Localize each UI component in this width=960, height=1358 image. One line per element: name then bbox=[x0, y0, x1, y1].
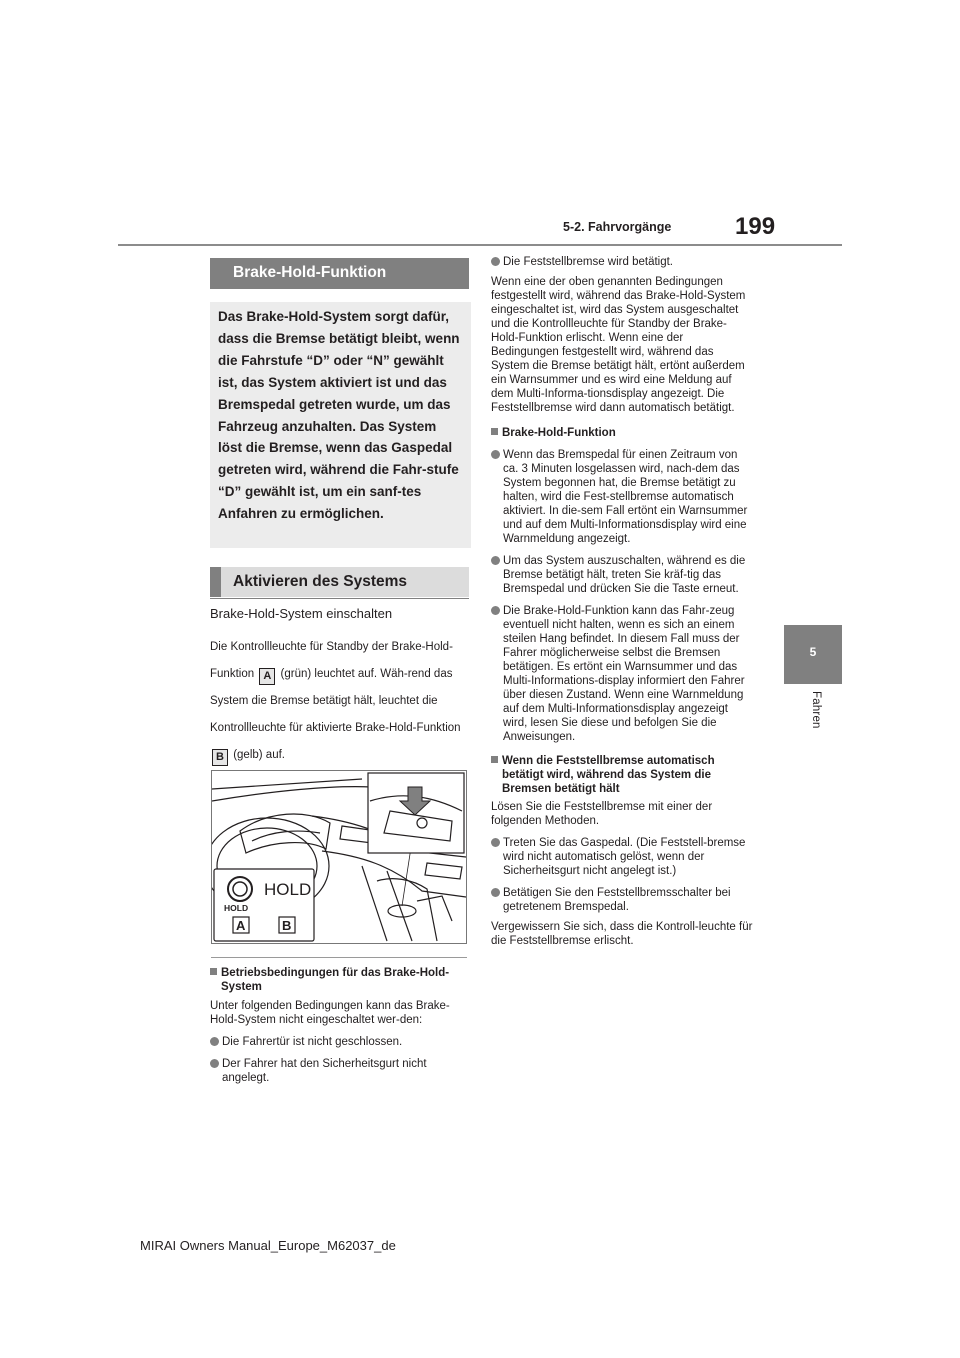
figure-rule bbox=[211, 957, 467, 958]
section-heading-text: Brake-Hold-Funktion bbox=[233, 264, 387, 281]
dashboard-drawing bbox=[212, 771, 466, 943]
section-heading-text: Aktivieren des Systems bbox=[233, 573, 408, 590]
list-item-text: Treten Sie das Gaspedal. (Die Feststell-bremse wird nicht automatisch gelöst, wenn der Sicherheitsgurt nicht angelegt ist.) bbox=[503, 837, 746, 877]
list-item-text: Der Fahrer hat den Sicherheitsgurt nicht angelegt. bbox=[222, 1058, 427, 1084]
square-bullet-icon bbox=[210, 968, 217, 975]
list-item-text: Um das System auszuschalten, während es die Bremse betätigt hält, treten Sie kräf-tig das Bremspedal und drücken Sie die Taste erneut. bbox=[503, 555, 746, 595]
paragraph: Wenn eine der oben genannten Bedingungen festgestellt wird, während das Brake-Hold-System eingeschaltet ist, wird das System ausgeschaltet und die Kontrollleuchte für Standby der Brake-Hold-Funktion erlischt. Wenn eine der Bedingungen festgestellt wird, während das System die Bremse betätigt hält, ertönt außerdem ein Warnsummer und es wird eine Meldung auf dem Multi-Informa-tionsdisplay angezeigt. Die Feststellbremse wird dann automatisch betätigt. bbox=[491, 276, 746, 414]
bullet-dot-icon bbox=[491, 838, 500, 847]
list-item-text: Die Fahrertür ist nicht geschlossen. bbox=[222, 1036, 403, 1048]
list-item bbox=[491, 604, 754, 744]
bullet-dot-icon bbox=[210, 1037, 219, 1046]
intro-text-3: (gelb) auf. bbox=[233, 749, 285, 761]
list-item bbox=[491, 554, 754, 596]
conditions-heading-text: Betriebsbedingungen für das Brake-Hold-System bbox=[221, 967, 450, 993]
list-item bbox=[491, 886, 754, 914]
list-item bbox=[210, 1035, 470, 1049]
heading-rule bbox=[210, 598, 469, 599]
intro-heading: Brake-Hold-System einschalten bbox=[210, 606, 393, 621]
square-bullet-icon bbox=[491, 428, 498, 435]
chapter-tab: 5 bbox=[784, 625, 842, 684]
hold-text: HOLD bbox=[264, 880, 312, 899]
subheading-text: Brake-Hold-Funktion bbox=[502, 427, 616, 439]
header-rule bbox=[118, 244, 842, 246]
page-number: 199 bbox=[735, 213, 776, 240]
right-column bbox=[491, 255, 754, 948]
section-heading-brake-hold bbox=[210, 258, 469, 288]
paragraph: Lösen Sie die Feststellbremse mit einer der folgenden Methoden. bbox=[491, 801, 713, 827]
bullet-dot-icon bbox=[210, 1059, 219, 1068]
intro-text-1: Die Kontrollleuchte für Standby der Brake-Hold-Funktion bbox=[210, 641, 453, 680]
list-item-text: Die Feststellbremse wird betätigt. bbox=[503, 256, 674, 268]
bullet-dot-icon bbox=[491, 606, 500, 615]
bullet-dot-icon bbox=[491, 257, 500, 266]
list-item bbox=[491, 255, 754, 269]
conditions-block bbox=[210, 966, 470, 1085]
label-b-badge: B bbox=[212, 749, 228, 766]
conditions-heading bbox=[210, 966, 470, 994]
intro-paragraph bbox=[210, 634, 472, 769]
subheading bbox=[491, 754, 754, 796]
bullet-dot-icon bbox=[491, 450, 500, 459]
subheading-text: Wenn die Feststellbremse automatisch betätigt wird, während das System die Bremsen betätigt hält bbox=[502, 755, 715, 795]
label-a-badge: A bbox=[259, 668, 275, 685]
dashboard-illustration bbox=[211, 770, 467, 944]
figure-label-a: A bbox=[236, 918, 246, 933]
figure-label-b: B bbox=[282, 918, 292, 933]
paragraph: Vergewissern Sie sich, dass die Kontroll-leuchte für die Feststellbremse erlischt. bbox=[491, 921, 753, 947]
hold-small-text: HOLD bbox=[224, 903, 249, 913]
list-item-text: Wenn das Bremspedal für einen Zeitraum von ca. 3 Minuten losgelassen wird, nach-dem das System begonnen hat, die Bremse betätigt zu halten, wird die Fest-stellbremse automatisch aktiviert. In die-sem Fall ertönt ein Warnsummer und auf dem Multi-Informationsdisplay wird eine Warnmeldung angezeigt. bbox=[503, 449, 748, 545]
list-item bbox=[210, 1057, 470, 1085]
heading-rule bbox=[210, 288, 469, 289]
list-item-text: Betätigen Sie den Feststellbremsschalter bei getretenem Bremspedal. bbox=[503, 887, 731, 913]
list-item bbox=[491, 836, 754, 878]
square-bullet-icon bbox=[491, 756, 498, 763]
subheading bbox=[491, 426, 754, 440]
list-item-text: Die Brake-Hold-Funktion kann das Fahr-zeug eventuell nicht halten, wenn es sich an einem steilen Hang befindet. In diesem Fall muss der Fahrer möglicherweise selbst die Bremsen betätigen. Es ertönt ein Warnsummer und das Multi-Informations-display informiert den Fahrer über diesen Zustand. Wenn eine Warnmeldung auf dem Multi-Informationsdisplay angezeigt wird, lesen Sie diese und befolgen Sie die Anweisungen. bbox=[503, 605, 745, 743]
summary-box: Das Brake-Hold-System sorgt dafür, dass die Bremse betätigt bleibt, wenn die Fahrstufe “D” oder “N” gewählt ist, das System aktiviert ist und das Bremspedal getreten wurde, um das Fahrzeug anzuhalten. Das System löst die Bremse, wenn das Gaspedal getreten wird, während die Fahr-stufe “D” gewählt ist, um ein sanf-tes Anfahren zu ermöglichen. bbox=[210, 302, 471, 548]
list-item bbox=[491, 448, 754, 546]
conditions-intro: Unter folgenden Bedingungen kann das Brake-Hold-System nicht eingeschaltet wer-den: bbox=[210, 1000, 450, 1026]
bullet-dot-icon bbox=[491, 888, 500, 897]
footer-manual-id: MIRAI Owners Manual_Europe_M62037_de bbox=[140, 1238, 396, 1253]
section-title: 5-2. Fahrvorgänge bbox=[563, 220, 672, 234]
intro-text-2: (grün) leuchtet auf. Wäh-rend das System die Bremse betätigt hält, leuchtet die Kontrollleuchte für aktivierte Brake-Hold-Funktion bbox=[210, 668, 461, 734]
bullet-dot-icon bbox=[491, 556, 500, 565]
section-heading-activate bbox=[210, 567, 469, 597]
chapter-label: Fahren bbox=[810, 691, 822, 729]
